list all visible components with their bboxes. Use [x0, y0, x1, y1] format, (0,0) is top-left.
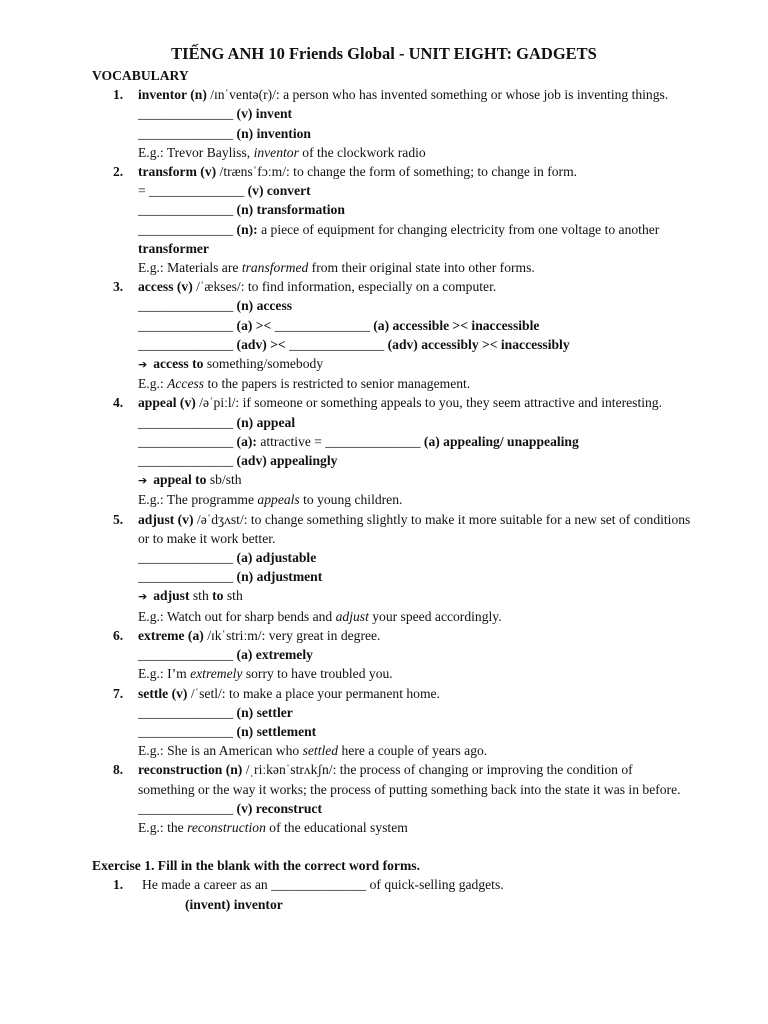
definition-text: /əˈdʒʌst/: to change something slightly to make it more suitable for a new set of conditions or to make it work better.	[138, 511, 691, 546]
entry-number: 8.	[113, 762, 124, 778]
collocation-line	[138, 354, 692, 374]
example-text: of the educational system	[265, 819, 408, 835]
word-form-line	[138, 200, 692, 219]
collocation-text: sth	[223, 588, 243, 604]
example-text: E.g.: Trevor Bayliss,	[138, 144, 254, 160]
entry-number: 3.	[113, 279, 124, 295]
exercise-question	[92, 875, 692, 894]
word-form-line	[138, 432, 692, 451]
exercise-question-list	[92, 875, 692, 913]
vocab-entry	[92, 277, 692, 393]
word-form: (n) transformation	[233, 202, 345, 218]
vocab-entry	[92, 85, 692, 162]
vocab-entry	[92, 162, 692, 277]
headword: extreme (a)	[138, 627, 204, 643]
entry-definition	[138, 277, 692, 296]
word-form: (n) settler	[233, 704, 293, 720]
example-text: E.g.: She is an American who	[138, 743, 303, 759]
example-italic: inventor	[253, 144, 299, 160]
word-form-line	[138, 703, 692, 722]
word-form: (n):	[233, 221, 258, 237]
answer-blank: ______________	[138, 704, 234, 720]
question-text: of quick-selling gadgets.	[366, 877, 504, 893]
example-text: E.g.: Watch out for sharp bends and	[138, 608, 336, 624]
example-text: E.g.:	[138, 376, 168, 392]
definition-text: /trænsˈfɔːm/: to change the form of something; to change in form.	[216, 164, 578, 180]
word-form-line	[138, 296, 692, 315]
answer-blank: ______________	[138, 221, 234, 237]
word-form-line	[138, 645, 692, 664]
entry-definition	[138, 162, 692, 181]
word-form: (v) invent	[233, 106, 293, 122]
example-sentence	[138, 607, 692, 626]
vocab-entry	[92, 510, 692, 626]
definition-text: /ɪkˈstriːm/: very great in degree.	[203, 627, 381, 643]
collocation-bold: to	[212, 588, 224, 604]
word-form-line	[138, 104, 692, 123]
example-italic: transformed	[241, 260, 309, 276]
answer-blank: ______________	[289, 336, 385, 352]
word-form-note: a piece of equipment for changing electricity from one voltage to another	[257, 221, 660, 237]
word-form: (n) settlement	[233, 723, 317, 739]
entry-definition	[138, 684, 692, 703]
word-form-line	[138, 316, 692, 335]
headword: transform (v)	[138, 164, 217, 180]
equals-sign: =	[138, 183, 150, 199]
example-italic: adjust	[335, 608, 369, 624]
word-form: (a) appealing/ unappealing	[420, 433, 579, 449]
entry-number: 5.	[113, 511, 124, 527]
word-form-line	[138, 548, 692, 567]
word-form: (v) reconstruct	[233, 800, 322, 816]
word-form: (n) invention	[233, 125, 311, 141]
entry-definition	[138, 510, 692, 548]
answer-blank: ______________	[138, 569, 234, 585]
definition-text: /ɪnˈventə(r)/: a person who has invented something or whose job is inventing things.	[206, 87, 669, 103]
answer-blank: ______________	[138, 125, 234, 141]
example-text: from their original state into other forms.	[308, 260, 535, 276]
answer-blank: ______________	[138, 433, 234, 449]
example-text: of the clockwork radio	[298, 144, 426, 160]
example-sentence	[138, 818, 692, 837]
answer-blank: ______________	[274, 317, 370, 333]
entry-definition	[138, 85, 692, 104]
exercise-title: Exercise 1. Fill in the blank with the correct word forms.	[92, 858, 420, 874]
example-sentence	[138, 664, 692, 683]
word-form-line	[138, 799, 692, 818]
definition-text: /ˈækses/: to find information, especially on a computer.	[192, 279, 497, 295]
answer-blank: ______________	[138, 453, 234, 469]
vocab-entry	[92, 626, 692, 684]
answer-blank: ______________	[138, 202, 234, 218]
word-form: (n) access	[233, 298, 293, 314]
entry-number: 2.	[113, 164, 124, 180]
collocation-bold: appeal to	[153, 472, 207, 488]
example-text: here a couple of years ago.	[338, 743, 488, 759]
word-form-line	[138, 722, 692, 741]
entry-definition	[138, 760, 692, 798]
example-text: to young children.	[299, 492, 403, 508]
example-sentence	[138, 258, 692, 277]
collocation-text: sth	[189, 588, 213, 604]
entry-number: 7.	[113, 685, 124, 701]
example-italic: reconstruction	[187, 819, 266, 835]
answer-blank: ______________	[138, 298, 234, 314]
word-form-line	[138, 413, 692, 432]
example-italic: appeals	[257, 492, 300, 508]
example-sentence	[138, 143, 692, 162]
example-text: E.g.: The programme	[138, 492, 258, 508]
example-text: to the papers is restricted to senior management.	[204, 376, 471, 392]
example-italic: Access	[167, 376, 205, 392]
entry-definition	[138, 393, 692, 412]
word-form-note: attractive =	[256, 433, 326, 449]
word-form-line	[138, 567, 692, 586]
vocabulary-list	[92, 85, 692, 837]
answer-blank: ______________	[138, 647, 234, 663]
question-number: 1.	[113, 877, 124, 893]
entry-number: 4.	[113, 395, 124, 411]
word-form: (a) adjustable	[233, 550, 317, 566]
vocab-entry	[92, 760, 692, 837]
word-form: (a) extremely	[233, 647, 313, 663]
headword: settle (v)	[138, 685, 188, 701]
collocation-bold: access to	[153, 356, 204, 372]
example-text: E.g.: Materials are	[138, 260, 242, 276]
word-form: (adv) accessibly >< inaccessibly	[384, 336, 570, 352]
collocation-text: something/somebody	[203, 356, 324, 372]
example-sentence	[138, 741, 692, 760]
headword: access (v)	[138, 279, 193, 295]
section-heading: VOCABULARY	[92, 68, 189, 83]
answer-blank: ______________	[138, 800, 234, 816]
example-text: sorry to have troubled you.	[242, 666, 393, 682]
word-form-line	[138, 335, 692, 354]
word-form: (v) convert	[244, 183, 311, 199]
definition-text: /ˌriːkənˈstrʌkʃn/: the process of changing or improving the condition of something or the way it works; the process of putting something back into the state it was in before.	[138, 762, 681, 797]
headword: inventor (n)	[138, 87, 207, 103]
answer-blank: ______________	[138, 723, 234, 739]
word-form-line	[138, 451, 692, 470]
word-form: transformer	[138, 240, 209, 256]
vocab-entry	[92, 393, 692, 509]
answer-blank: ______________	[149, 183, 245, 199]
word-form-line	[138, 220, 692, 258]
word-form: (adv) appealingly	[233, 453, 338, 469]
example-text: E.g.: the	[138, 819, 188, 835]
word-form: (a):	[233, 433, 257, 449]
example-sentence	[138, 490, 692, 509]
example-sentence	[138, 374, 692, 393]
word-form: (n) adjustment	[233, 569, 323, 585]
entry-number: 1.	[113, 87, 124, 103]
answer-blank: ______________	[271, 877, 367, 893]
collocation-line	[138, 470, 692, 490]
definition-text: /ˈsetl/: to make a place your permanent home.	[187, 685, 440, 701]
headword: adjust (v)	[138, 511, 194, 527]
headword: reconstruction (n)	[138, 762, 243, 778]
answer-blank: ______________	[325, 433, 421, 449]
collocation-bold: adjust	[153, 588, 190, 604]
arrow-icon: ➔	[138, 358, 148, 372]
word-form-line	[138, 124, 692, 143]
collocation-text: sb/sth	[206, 472, 242, 488]
entry-number: 6.	[113, 627, 124, 643]
example-italic: settled	[302, 743, 339, 759]
answer-blank: ______________	[138, 317, 234, 333]
word-form: (a) accessible >< inaccessible	[369, 317, 540, 333]
word-form: (a) ><	[233, 317, 272, 333]
document-title: TIẾNG ANH 10 Friends Global - UNIT EIGHT: GADGETS	[171, 44, 597, 63]
entry-definition	[138, 626, 692, 645]
question-answer: (invent) inventor	[185, 896, 283, 912]
document-body	[92, 66, 692, 914]
answer-blank: ______________	[138, 106, 234, 122]
word-form-line	[138, 181, 692, 200]
arrow-icon: ➔	[138, 590, 148, 604]
arrow-icon: ➔	[138, 474, 148, 488]
headword: appeal (v)	[138, 395, 196, 411]
example-text: your speed accordingly.	[368, 608, 502, 624]
answer-blank: ______________	[138, 550, 234, 566]
answer-blank: ______________	[138, 414, 234, 430]
example-italic: extremely	[190, 666, 243, 682]
example-text: E.g.: I’m	[138, 666, 191, 682]
word-form: (n) appeal	[233, 414, 296, 430]
word-form: (adv) ><	[233, 336, 286, 352]
vocab-entry	[92, 684, 692, 761]
collocation-line	[138, 586, 692, 606]
question-text: He made a career as an	[142, 877, 272, 893]
definition-text: /əˈpiːl/: if someone or something appeals to you, they seem attractive and interesting.	[195, 395, 662, 411]
answer-blank: ______________	[138, 336, 234, 352]
